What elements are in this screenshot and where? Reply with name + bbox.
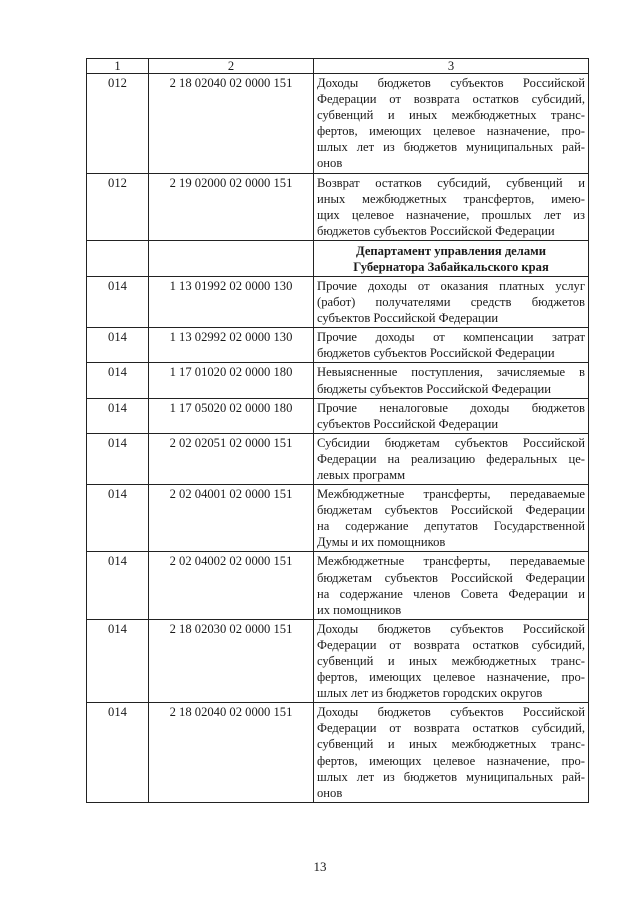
column-number-row xyxy=(87,59,589,74)
description-line: Межбюджетные трансферты, передаваемые xyxy=(317,554,585,569)
description-line: их помощников xyxy=(317,602,402,617)
empty-cell xyxy=(87,240,149,276)
description-line: онов xyxy=(317,156,343,171)
description-line: Невыясненные поступления, зачисляемые в xyxy=(317,365,585,380)
admin-code-cell: 014 xyxy=(87,619,149,702)
description-line: субвенций и иных межбюджетных транс- xyxy=(317,654,585,668)
description-line: левых программ xyxy=(317,467,406,482)
description-cell xyxy=(314,433,589,484)
description-line: шлых лет из бюджетов муниципальных рай- xyxy=(317,140,585,155)
description-line: субвенций и иных межбюджетных транс- xyxy=(317,737,585,752)
description-cell xyxy=(314,485,589,552)
revenue-codes-table xyxy=(86,58,589,803)
description-line: субъектов Российской Федерации xyxy=(317,311,499,326)
description-line: на содержание депутатов Государственной xyxy=(317,519,585,534)
description-line: иных межбюджетных трансфертов, имею- xyxy=(317,191,585,206)
description-line: Федерации от возврата остатков субсидий, xyxy=(317,92,585,107)
description-line: бюджетам субъектов Российской Федерации xyxy=(317,570,585,585)
description-line: Субсидии бюджетам субъектов Российской xyxy=(317,435,585,450)
admin-code-cell: 014 xyxy=(87,552,149,619)
description-line: щих целевое назначение, прошлых лет из xyxy=(317,207,585,222)
description-line: на содержание членов Совета Федерации и xyxy=(317,586,585,601)
description-line: Доходы бюджетов субъектов Российской xyxy=(317,76,585,90)
description-line: бюджетов субъектов Российской Федерации xyxy=(317,223,555,238)
budget-code-cell: 1 17 01020 02 0000 180 xyxy=(149,363,314,398)
description-line: Прочие доходы от оказания платных услуг xyxy=(317,278,585,293)
description-cell xyxy=(314,328,589,363)
description-line: онов xyxy=(317,785,343,800)
description-line: Доходы бюджетов субъектов Российской xyxy=(317,621,585,636)
table-row xyxy=(87,276,589,327)
section-title-line: Губернатора Забайкальского края xyxy=(353,259,549,274)
budget-code-cell: 2 18 02030 02 0000 151 xyxy=(149,619,314,702)
description-line: Межбюджетные трансферты, передаваемые xyxy=(317,487,585,502)
description-line: Федерации на реализацию федеральных це- xyxy=(317,451,585,466)
table-row xyxy=(87,433,589,484)
budget-code-cell: 2 02 04001 02 0000 151 xyxy=(149,485,314,552)
description-line: фертов, имеющих целевое назначение, про- xyxy=(317,670,585,685)
description-line: (работ) получателями средств бюджетов xyxy=(317,295,585,310)
description-line: субъектов Российской Федерации xyxy=(317,416,499,431)
budget-code-cell: 2 02 04002 02 0000 151 xyxy=(149,552,314,619)
description-line: фертов, имеющих целевое назначение, про- xyxy=(317,753,585,768)
table-row xyxy=(87,363,589,398)
table-row xyxy=(87,74,589,174)
table-row xyxy=(87,619,589,702)
column-number-3: 3 xyxy=(314,59,589,74)
admin-code-cell: 014 xyxy=(87,433,149,484)
table-row xyxy=(87,703,589,803)
budget-code-cell: 1 17 05020 02 0000 180 xyxy=(149,398,314,433)
description-line: бюджетам субъектов Российской Федерации xyxy=(317,503,585,518)
column-number-1: 1 xyxy=(87,59,149,74)
description-cell xyxy=(314,703,589,803)
admin-code-cell: 014 xyxy=(87,485,149,552)
description-line: Прочие неналоговые доходы бюджетов xyxy=(317,400,585,415)
column-number-2: 2 xyxy=(149,59,314,74)
budget-code-cell: 1 13 01992 02 0000 130 xyxy=(149,276,314,327)
section-title xyxy=(314,240,589,276)
table-row xyxy=(87,173,589,240)
table-row xyxy=(87,485,589,552)
table-row xyxy=(87,328,589,363)
description-line: шлых лет из бюджетов городских округов xyxy=(317,686,543,701)
admin-code-cell: 014 xyxy=(87,703,149,803)
admin-code-cell: 014 xyxy=(87,398,149,433)
page-number: 13 xyxy=(313,859,327,874)
description-line: Думы и их помощников xyxy=(317,535,446,550)
budget-code-cell: 2 18 02040 02 0000 151 xyxy=(149,74,314,174)
budget-code-cell: 2 19 02000 02 0000 151 xyxy=(149,173,314,240)
budget-code-cell: 2 18 02040 02 0000 151 xyxy=(149,703,314,803)
admin-code-cell: 012 xyxy=(87,173,149,240)
description-line: бюджеты субъектов Российской Федерации xyxy=(317,381,551,396)
section-header-row xyxy=(87,240,589,276)
admin-code-cell: 014 xyxy=(87,328,149,363)
table-body xyxy=(87,59,589,803)
table-row xyxy=(87,552,589,619)
description-line: фертов, имеющих целевое назначение, про- xyxy=(317,124,585,139)
description-cell xyxy=(314,74,589,174)
description-line: Федерации от возврата остатков субсидий, xyxy=(317,637,585,652)
description-line: Федерации от возврата остатков субсидий, xyxy=(317,721,585,736)
description-line: бюджетов субъектов Российской Федерации xyxy=(317,346,555,361)
table-row xyxy=(87,398,589,433)
description-cell xyxy=(314,363,589,398)
section-title-line: Департамент управления делами xyxy=(356,243,546,258)
admin-code-cell: 014 xyxy=(87,276,149,327)
budget-code-cell: 2 02 02051 02 0000 151 xyxy=(149,433,314,484)
description-cell xyxy=(314,619,589,702)
description-cell xyxy=(314,552,589,619)
description-cell xyxy=(314,398,589,433)
budget-code-cell: 1 13 02992 02 0000 130 xyxy=(149,328,314,363)
description-cell xyxy=(314,173,589,240)
description-line: шлых лет из бюджетов муниципальных рай- xyxy=(317,769,585,784)
description-cell xyxy=(314,276,589,327)
description-line: субвенций и иных межбюджетных транс- xyxy=(317,108,585,123)
admin-code-cell: 014 xyxy=(87,363,149,398)
description-line: Прочие доходы от компенсации затрат xyxy=(317,330,585,345)
description-line: Возврат остатков субсидий, субвенций и xyxy=(317,175,585,190)
description-line: Доходы бюджетов субъектов Российской xyxy=(317,705,585,720)
empty-cell xyxy=(149,240,314,276)
admin-code-cell: 012 xyxy=(87,74,149,174)
